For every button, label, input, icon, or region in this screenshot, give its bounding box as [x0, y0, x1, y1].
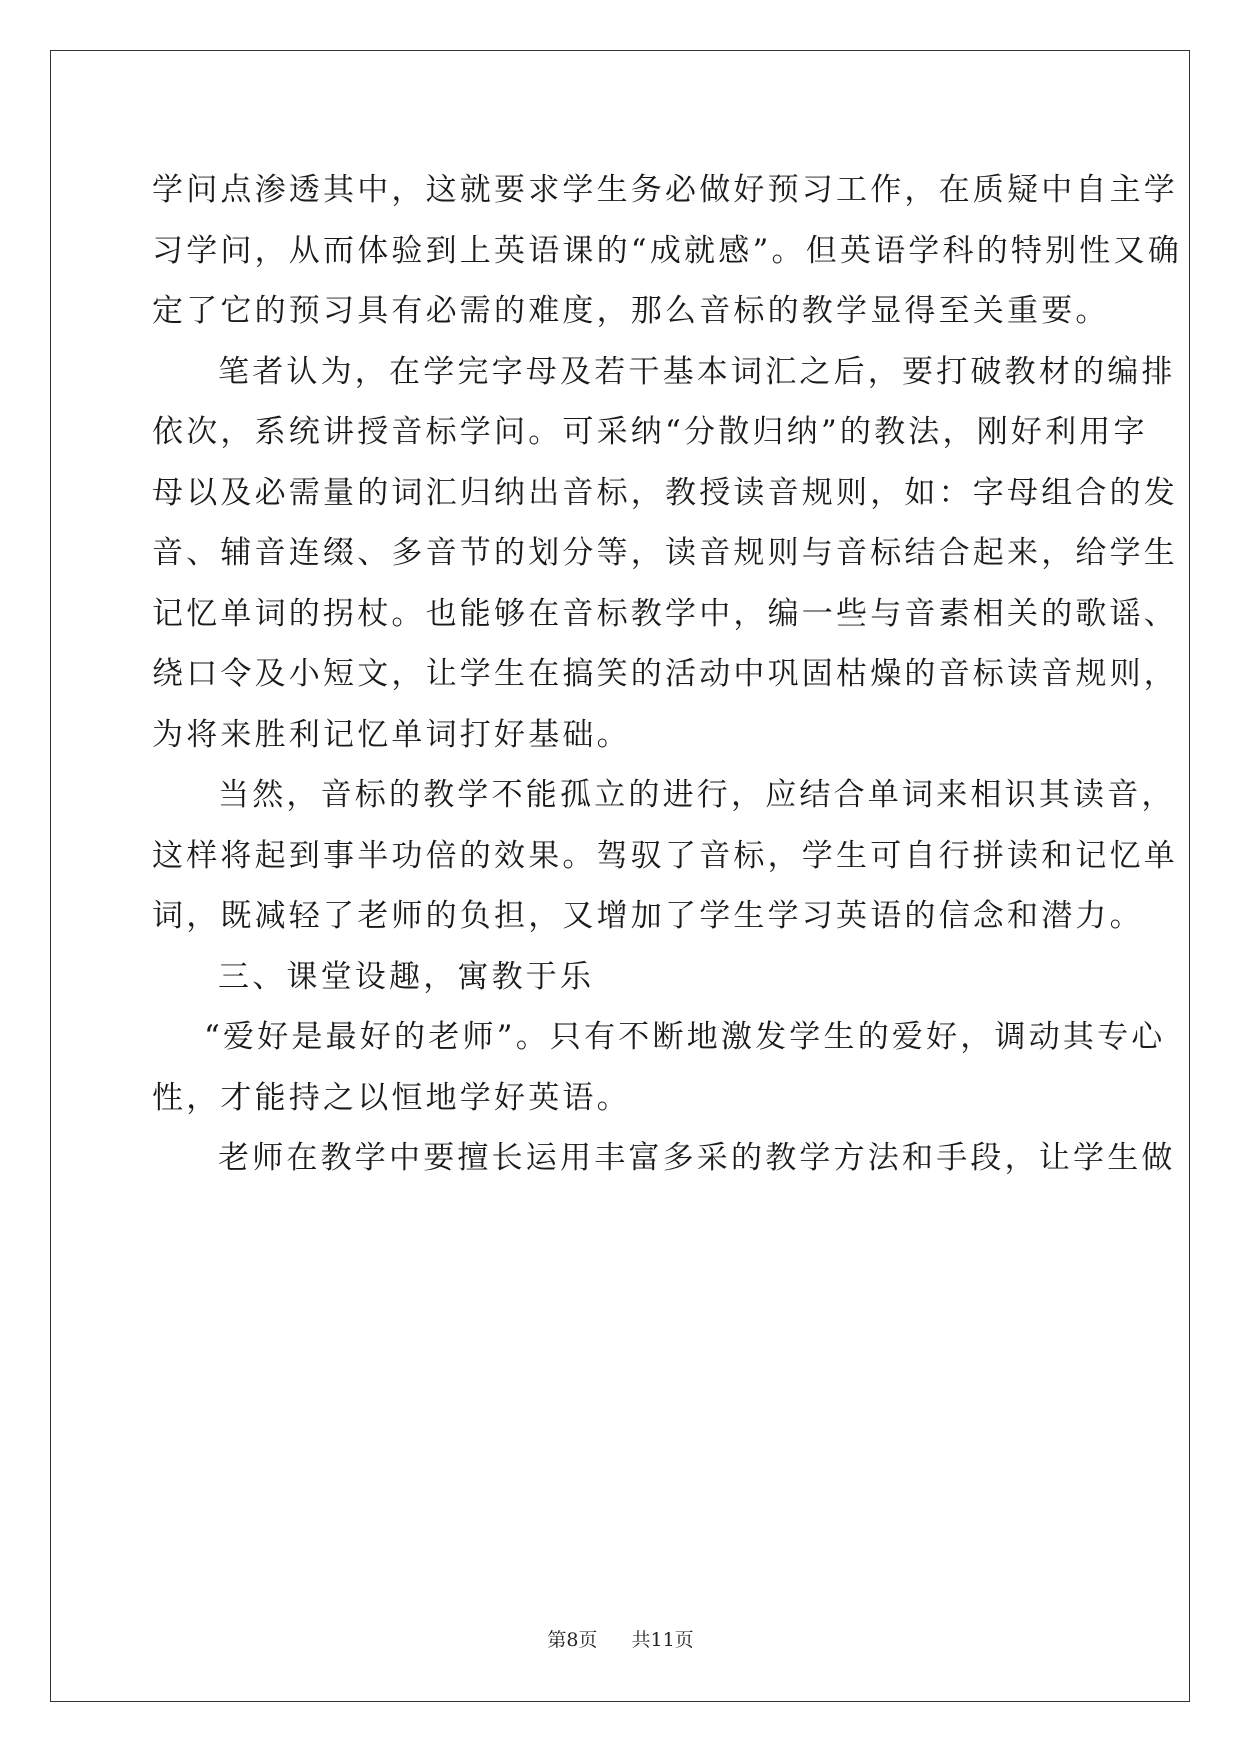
- text-line: 绕口令及小短文，让学生在搞笑的活动中巩固枯燥的音标读音规则，: [152, 656, 1178, 692]
- text-line: 定了它的预习具有必需的难度，那么音标的教学显得至关重要。: [152, 293, 1110, 329]
- text-line: 词，既减轻了老师的负担，又增加了学生学习英语的信念和潜力。: [152, 898, 1144, 934]
- paragraph-start-line: 笔者认为，在学完字母及若干基本词汇之后，要打破教材的编排: [218, 353, 1176, 390]
- page-total: 共11页: [631, 1629, 694, 1651]
- text-line: 记忆单词的拐杖。也能够在音标教学中，编一些与音素相关的歌谣、: [152, 595, 1178, 632]
- section-heading: 三、课堂设趣，寓教于乐: [218, 958, 595, 995]
- text-line: 依次，系统讲授音标学问。可采纳“分散归纳”的教法，刚好利用字: [152, 414, 1148, 450]
- text-line: 学问点渗透其中，这就要求学生务必做好预习工作，在质疑中自主学: [152, 172, 1178, 208]
- text-line: 为将来胜利记忆单词打好基础。: [152, 716, 631, 753]
- paragraph-start-line: “爱好是最好的老师”。只有不断地激发学生的爱好，调动其专心: [204, 1019, 1166, 1055]
- text-line: 这样将起到事半功倍的效果。驾驭了音标，学生可自行拼读和记忆单: [152, 837, 1178, 874]
- document-body: [152, 160, 1182, 1189]
- paragraph-start-line: 当然，音标的教学不能孤立的进行，应结合单词来相识其读音，: [218, 777, 1176, 813]
- text-line: 母以及必需量的词汇归纳出音标，教授读音规则，如：字母组合的发: [152, 474, 1178, 511]
- text-line: 音、辅音连缀、多音节的划分等，读音规则与音标结合起来，给学生: [152, 535, 1178, 571]
- text-line: 性，才能持之以恒地学好英语。: [152, 1079, 631, 1116]
- page-footer: [0, 1625, 1241, 1652]
- text-line: 习学问，从而体验到上英语课的“成就感”。但英语学科的特别性又确: [152, 232, 1182, 269]
- paragraph-start-line: 老师在教学中要擅长运用丰富多采的教学方法和手段，让学生做: [218, 1140, 1176, 1176]
- page-number: 第8页: [547, 1629, 598, 1651]
